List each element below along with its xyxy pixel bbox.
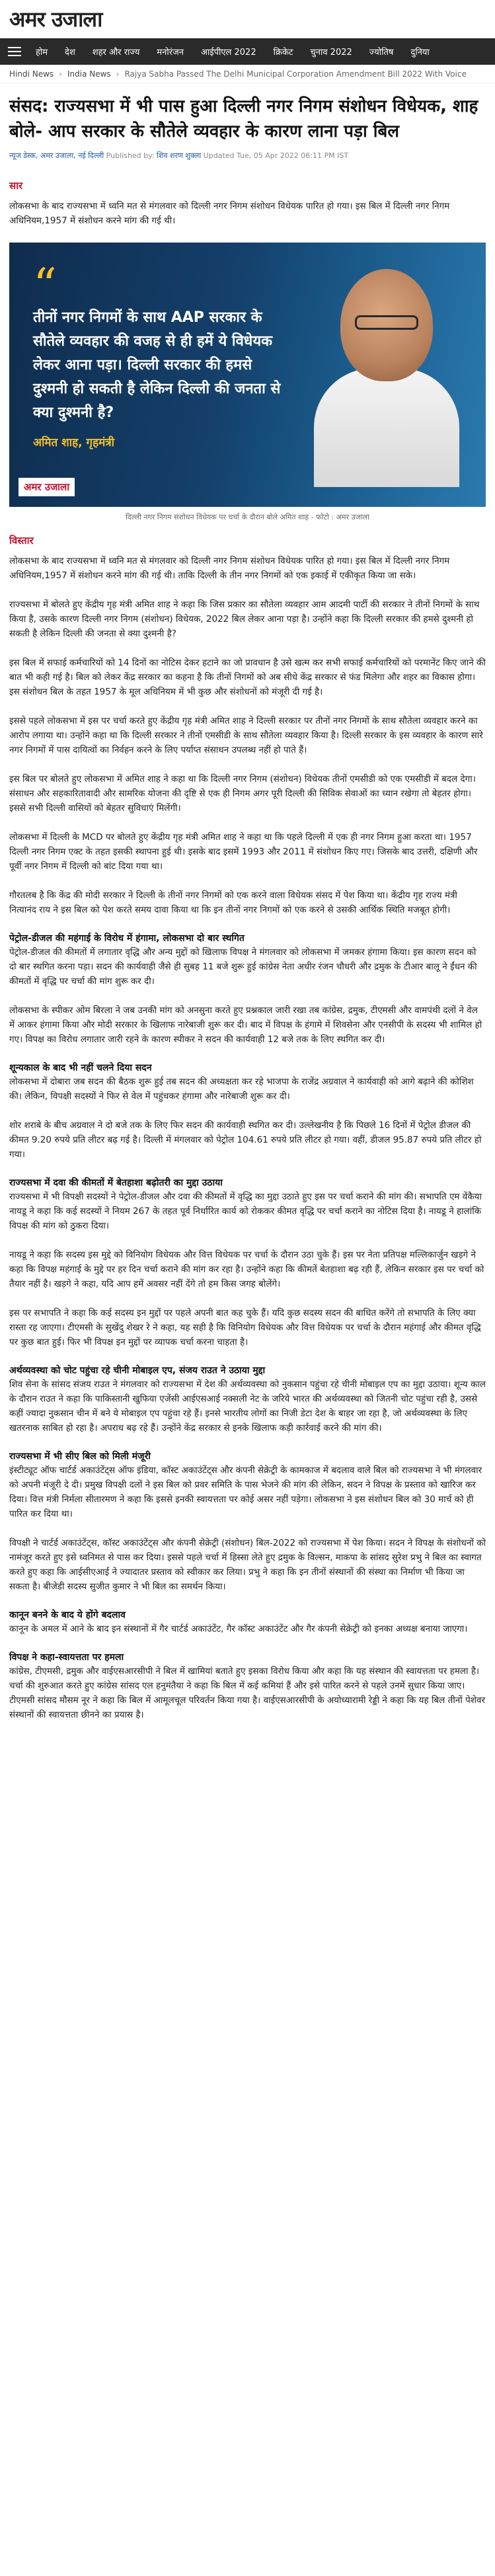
breadcrumb — [0, 65, 495, 83]
nav-item-7[interactable]: ज्योतिष — [369, 48, 394, 57]
hero-quote-text: तीनों नगर निगमों के साथ AAP सरकार के सौतेले व्यवहार की वजह से ही हमें ये विधेयक लेकर आना पड़ा। दिल्ली सरकार की हमसे दुश्मनी हो सकती है लेकिन दिल्ली की जनता से क्या दुश्मनी है? — [33, 309, 281, 421]
article-body — [0, 554, 495, 1722]
article-subheading: विपक्ष ने कहा-स्वायत्तता पर हमला — [9, 1652, 124, 1663]
article-paragraph: शिव सेना के सांसद संजय राउत ने मंगलवार को राज्यसभा में देश की अर्थव्यवस्था को नुकसान पहुंचा रहे चीनी मोबाइल एप का मुद्दा उठाया। शून्य काल के दौरान राउत ने कहा कि पाकिस्तानी खुफिया एजेंसी आईएसआई नक्सली नेट के जरिये भारत की अर्थव्यवस्था को जितनी चोट पहुंचा रही है, उससे कहीं ज्यादा नुकसान चीन में बने ये मोबाइल एप पहुंचा रहे हैं। इनसे भारतीय लोगों का निजी डेटा देश के बाहर जा रहा है, जो अर्थव्यवस्था के लिए खतरनाक साबित हो रहा है। अपराध बढ़ रहे हैं। उन्होंने केंद्र सरकार से इनके खिलाफ कड़ी कार्रवाई करने की मांग की। — [9, 1379, 486, 1433]
updated-time: Updated Tue, 05 Apr 2022 06:11 PM IST — [203, 151, 349, 160]
breadcrumb-item-0[interactable]: Hindi News — [9, 69, 54, 79]
article-paragraph: इंस्टीट्यूट ऑफ चार्टर्ड अकाउंटेंट्स ऑफ इंडिया, कॉस्ट अकाउंटेंट्स और कंपनी सेक्रेट्री के कामकाज में बदलाव वाले बिल को राज्यसभा ने भी मंगलवार को अपनी मंजूरी दे दी। प्रमुख विपक्षी दलों ने इस बिल को प्रवर समिति के पास भेजने की मांग की लेकिन, सदन ने विपक्ष के प्रस्ताव को खारिज कर दिया। वित्त मंत्री निर्मला सीतारमण ने कहा कि इससे इनकी स्वायत्तता पर कोई असर नहीं पड़ेगा। लोकसभा ने इस संशोधन बिल को 30 मार्च को ही पारित कर दिया था। — [9, 1465, 482, 1519]
hero-caption: दिल्ली नगर निगम संशोधन विधेयक पर चर्चा के दौरान बोले अमित शाह - फोटो : अमर उजाला — [126, 513, 369, 521]
breadcrumb-item-1[interactable]: India News — [67, 69, 111, 79]
article-paragraph: राज्यसभा में भी विपक्षी सदस्यों ने पेट्रोल-डीजल और दवा की कीमतों में वृद्धि का मुद्दा उठाते हुए इस पर चर्चा कराने की मांग की। सभापति एम वेंकैया नायडू ने कहा कि कई सदस्यों ने नियम 267 के तहत पूर्व निर्धारित कार्य को रोककर कीमत वृद्धि पर चर्चा कराने का नोटिस दिया है। नायडू ने हालांकि विपक्ष की मांग को ठुकरा दिया। — [9, 1192, 482, 1231]
published-label: Published by: — [106, 151, 155, 160]
article-subheading: कानून बनने के बाद ये होंगे बदलाव — [9, 1610, 126, 1620]
breadcrumb-item-2: Rajya Sabha Passed The Delhi Municipal Corporation Amendment Bill 2022 With Voice — [124, 69, 467, 79]
article-paragraph: नायडू ने कहा कि सदस्य इस मुद्दे को विनियोग विधेयक और वित्त विधेयक पर चर्चा के दौरान उठा चुके हैं। इस पर नेता प्रतिपक्ष मल्लिकार्जुन खड़गे ने कहा कि विपक्ष महंगाई के मुद्दे पर हर दिन चर्चा कराने की मांग कर रहा है। उन्होंने कहा कि कीमतें बेतहाशा बढ़ रही हैं, लेकिन सरकार इस पर चर्चा को तैयार नहीं है। खड़गे ने कहा, यदि आप हमें अवसर नहीं देंगे तो हम किस जगह बोलेंगे। — [9, 1250, 484, 1289]
article-paragraph: पेट्रोल-डीजल की कीमतों में लगातार वृद्धि और अन्य मुद्दों को खिलाफ विपक्ष ने मंगलवार को लोकसभा में जमकर हंगामा किया। इस कारण सदन को दो बार स्थगित करना पड़ा। सदन की कार्यवाही जैसे ही सुबह 11 बजे शुरू हुई कांग्रेस नेता अधीर रंजन चौधरी और द्रमुक के टीआर बालू ने ईंधन की कीमतों में वृद्धि पर चर्चा की मांग शुरू कर दी। — [9, 947, 477, 987]
article-paragraph: गौरतलब है कि केंद्र की मोदी सरकार ने दिल्ली के तीनों नगर निगमों को एक करने वाला विधेयक संसद में पेश किया था। केंद्रीय गृह राज्य मंत्री नित्यानंद राय ने इस बिल को पेश करते समय दावा किया था कि इन तीनों नगर निगमों को एक करने से उसकी आर्थिक स्थिति मजबूत होगी। — [9, 890, 457, 915]
article-paragraph: इस पर सभापति ने कहा कि कई सदस्य इन मुद्दों पर पहले अपनी बात कह चुके हैं। यदि कुछ सदस्य सदन की बाधित करेंगे तो सभापति के लिए क्या रास्ता रह जाएगा। टीएमसी के सुखेंदु शेखर रे ने कहा, यह सही है कि विनियोग विधेयक और वित्त विधेयक पर चर्चा के दौरान महंगाई और कीमत वृद्धि पर कुछ बात हुई। फिर भी विपक्ष इन मुद्दों पर व्यापक चर्चा करना चाहता है। — [9, 1308, 481, 1347]
hero-brand-watermark: अमर उजाला — [19, 478, 75, 496]
nav-item-4[interactable]: आईपीएल 2022 — [200, 48, 256, 57]
article-paragraph: विपक्षी ने चार्टर्ड अकाउंटेंट्स, कॉस्ट अकाउंटेंट्स और कंपनी सेक्रेट्री (संशोधन) बिल-2022 को राज्यसभा में पेश किया। सदन ने विपक्ष के संशोधनों को नामंजूर करते हुए इसे ध्वनिमत से पास कर दिया। इससे पहले चर्चा में हिस्सा लेते हुए द्रमुक के विल्सन, माकपा के सांसद सुरेश प्रभु ने बिल का स्वागत करते हुए कहा कि आईसीएआई ने ज्यादातर प्रस्ताव को स्वीकार कर लिया। प्रभु ने कहा कि इन तीनों संस्थानों की संस्था का निर्माण भी किया जा सकता है। बीजेडी सदस्य सुजीत कुमार ने भी बिल का समर्थन किया। — [9, 1538, 486, 1592]
article-headline: संसद: राज्यसभा में भी पास हुआ दिल्ली नगर निगम संशोधन विधेयक, शाह बोले- आप सरकार के सौतेले व्यवहार के कारण लाना पड़ा बिल — [9, 96, 478, 141]
site-header — [0, 0, 495, 38]
hero-quote — [33, 258, 291, 449]
article-paragraph: लोकसभा के स्पीकर ओम बिरला ने जब उनकी मांग को अनसुना करते हुए प्रश्नकाल जारी रखा तब कांग्रेस, द्रमुक, टीएमसी और वामपंथी दलों ने वेल में आकर हंगामा किया और मोदी सरकार के खिलाफ नारेबाजी शुरू कर दी। बाद में विपक्ष के हंगामे में शिवसेना और एनसीपी के सदस्य भी शामिल हो गए। विपक्ष का विरोध लगातार जारी रहने के कारण स्पीकर ने सदन की कार्यवाही 12 बजे तक के लिए स्थगित कर दी। — [9, 1005, 482, 1045]
article-byline — [0, 148, 495, 170]
article-paragraph: लोकसभा के बाद राज्यसभा में ध्वनि मत से मंगलवार को दिल्ली नगर निगम संशोधन विधेयक पारित हो गया। इस बिल में दिल्ली नगर निगम अधिनियम,1957 में संशोधन करने मांग की गई थी। ताकि दिल्ली के तीन नगर निगमों को एक इकाई में एकीकृत किया जा सके। — [9, 556, 450, 581]
nav-item-3[interactable]: मनोरंजन — [157, 48, 184, 57]
hero-image[interactable] — [9, 243, 486, 507]
article-paragraph: इससे पहले लोकसभा में इस पर चर्चा करते हुए केंद्रीय गृह मंत्री अमित शाह ने दिल्ली सरकार पर तीनों नगर निगमों के साथ सौतेला व्यवहार करने का आरोप लगाया था। उन्होंने कहा था कि दिल्ली सरकार ने तीनों एमसीडी के साथ सौतेला व्यवहार किया है। दिल्ली सरकार के इस व्यवहार के कारण सारे नगर निगमों में पास दायित्वों का निर्वहन करने के लिए पर्याप्त संसाधन उपलब्ध नहीं हो पाते हैं। — [9, 716, 483, 755]
editor-link[interactable]: शिव शरण शुक्ला — [157, 151, 202, 160]
amar-ujala-logo[interactable]: अमर उजाला — [9, 7, 102, 32]
main-nav — [0, 38, 495, 65]
summary-text: लोकसभा के बाद राज्यसभा में ध्वनि मत से मंगलवार को दिल्ली नगर निगम संशोधन विधेयक पारित हो गया। इस बिल में दिल्ली नगर निगम अधिनियम,1957 में संशोधन करने मांग की गई थी। — [9, 201, 450, 226]
nav-item-1[interactable]: देश — [65, 48, 75, 57]
summary-label: सार — [9, 180, 23, 192]
article-subheading: राज्यसभा में भी सीए बिल को मिली मंजूरी — [9, 1451, 151, 1462]
article-paragraph: लोकसभा में दोबारा जब सदन की बैठक शुरू हुई तब सदन की अध्यक्षता कर रहे भाजपा के राजेंद्र अग्रवाल ने कार्यवाही को आगे बढ़ाने की कोशिश की। लेकिन, विपक्षी सदस्यों ने फिर से वेल में पहुंचकर हंगामा और नारेबाजी शुरू कर दी। — [9, 1077, 474, 1102]
article-paragraph: शोर शराबे के बीच अग्रवाल ने दो बजे तक के लिए फिर सदन की कार्यवाही स्थगित कर दी। उल्लेखनीय है कि पिछले 16 दिनों में पेट्रोल डीजल की कीमत 9.20 रुपये प्रति लीटर बढ़ गई है। दिल्ली में मंगलवार को पेट्रोल 104.61 रुपये प्रति लीटर हो गया। वहीं, डीजल 95.87 रुपये प्रति लीटर हो गया। — [9, 1120, 482, 1160]
nav-item-5[interactable]: क्रिकेट — [273, 48, 293, 57]
nav-item-8[interactable]: दुनिया — [410, 48, 430, 57]
article-paragraph: कानून के अमल में आने के बाद इन संस्थानों में गैर चार्टर्ड अकाउंटेंट, गैर कॉस्ट अकाउंटेंट और गैर कंपनी सेक्रेट्री को इनका अध्यक्ष बनाया जाएगा। — [9, 1624, 468, 1634]
article-paragraph: कांग्रेस, टीएमसी, द्रमुक और वाईएसआरसीपी ने बिल में खामियां बताते हुए इसका विरोध किया और कहा कि यह संस्थान की स्वायत्तता पर हमला है। चर्चा की शुरुआत करते हुए कांग्रेस सांसद एल हनुमंतैया ने कहा कि बिल में कई कमियां हैं और इसे पारित करने से पहले उनमें सुधार किया जाए। टीएमसी सांसद मौसम नूर ने कहा कि बिल में आमूलचूल परिवर्तन किया गया है। वाईएसआरसीपी के अयोध्यारामी रेड्डी ने कहा कि यह बिल तीनों पेशेवर संस्थानों की स्वायत्तता छीनने का प्रयास है। — [9, 1666, 485, 1720]
detail-label: विस्तार — [9, 535, 34, 547]
quote-mark-icon: “ — [33, 258, 57, 313]
nav-item-6[interactable]: चुनाव 2022 — [310, 48, 352, 57]
article-subheading: राज्यसभा में दवा की कीमतों में बेतहाशा बढ़ोतरी का मुद्दा उठाया — [9, 1178, 223, 1188]
hero-quote-speaker: अमित शाह, गृहमंत्री — [33, 436, 115, 449]
article-paragraph: लोकसभा में दिल्ली के MCD पर बोलते हुए केंद्रीय गृह मंत्री अमित शाह ने कहा था कि पहले दिल्ली में एक ही नगर निगम हुआ करता था। 1957 दिल्ली नगर निगम एक्ट के तहत इसकी स्थापना हुई थी। इसके बाद इसमें 1993 और 2011 में संशोधन किए गए। जिसके बाद उत्तरी, दक्षिणी और पूर्वी नगर निगम में दिल्ली को बांट दिया गया था। — [9, 832, 478, 872]
nav-item-0[interactable]: होम — [36, 48, 48, 57]
chevron-right-icon: › — [59, 69, 62, 79]
chevron-right-icon: › — [116, 69, 120, 79]
article-subheading: अर्थव्यवस्था को चोट पहुंचा रहे चीनी मोबाइल एप, संजय राउत ने उठाया मुद्दा — [9, 1365, 266, 1376]
author-link[interactable]: न्यूज डेस्क, अमर उजाला, नई दिल्ली — [9, 151, 104, 160]
article-paragraph: इस बिल में सफाई कर्मचारियों को 14 दिनों का नोटिस देकर हटाने का जो प्रावधान है उसे खत्म कर सभी सफाई कर्मचारियों को परमानेंट किए जाने की बात भी कही गई है। बिल को लेकर केंद्र सरकार का कहना है कि तीनों निगमों को अब सीधे केंद्र सरकार से फंड मिलेगा और शहर का विकास होगा। इस संशोधन बिल के तहत 1957 के मूल अधिनियम में भी कुछ और संशोधनों को मंजूरी दी गई है। — [9, 658, 486, 697]
article-paragraph: राज्यसभा में बोलते हुए केंद्रीय गृह मंत्री अमित शाह ने कहा कि जिस प्रकार का सौतेला व्यवहार आम आदमी पार्टी की सरकार ने तीनों निगमों के साथ किया है, उसके कारण दिल्ली नगर निगम (संशोधन) विधेयक, 2022 बिल लेकर आना पड़ा है। उन्होंने कहा कि दिल्ली सरकार की हमसे दुश्मनी हो सकती है लेकिन दिल्ली की जनता से क्या दुश्मनी है? — [9, 599, 480, 639]
speaker-portrait — [314, 269, 459, 467]
article-paragraph: इस बिल पर बोलते हुए लोकसभा में अमित शाह ने कहा था कि दिल्ली नगर निगम (संशोधन) विधेयक तीनों एमसीडी को एक एमसीडी में बदल देगा। संसाधन और सहकारितावादी और सामरिक योजना की दृष्टि से एक ही निगम अगर पूरी दिल्ली की सिविक सेवाओं का ध्यान रखेगा तो बेहतर होगा। इससे सभी दिल्ली वासियों को बेहतर सुविधाएं मिलेंगी। — [9, 774, 476, 814]
hamburger-menu-icon[interactable] — [8, 47, 21, 56]
article-subheading: शून्यकाल के बाद भी नहीं चलने दिया सदन — [9, 1063, 152, 1073]
article-subheading: पेट्रोल-डीजल की महंगाई के विरोध में हंगामा, लोकसभा दो बार स्थगित — [9, 933, 245, 944]
nav-item-2[interactable]: शहर और राज्य — [92, 48, 140, 57]
